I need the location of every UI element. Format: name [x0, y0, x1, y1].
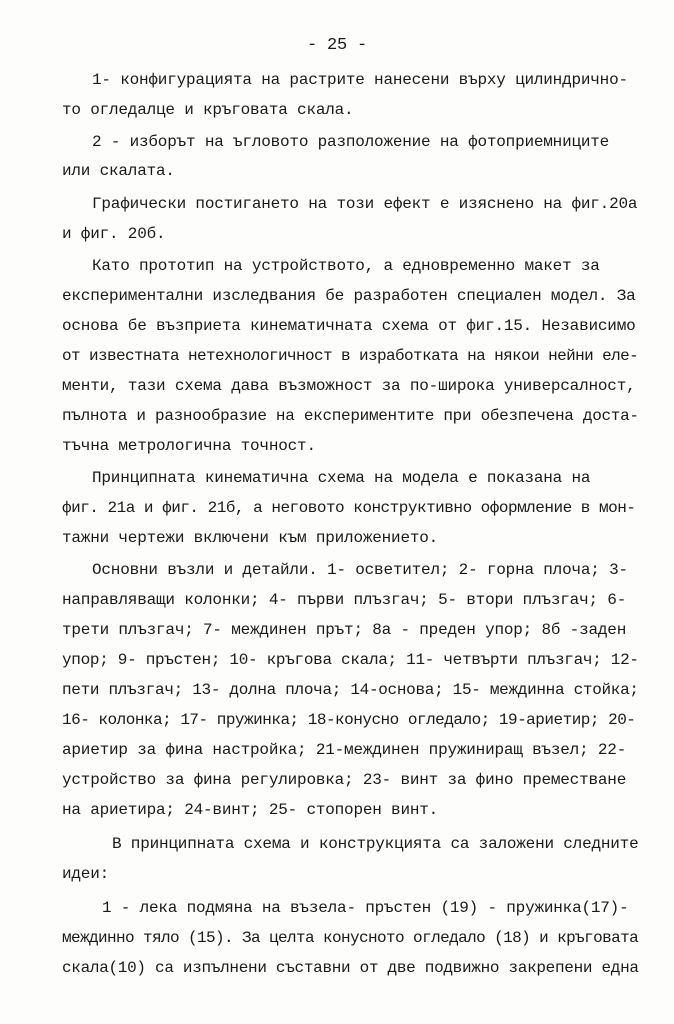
- text-line: тажни чертежи включени към приложението.: [62, 529, 439, 547]
- text-line: пълнота и разнообразие на експериментите при обезпечена доста-: [62, 407, 639, 425]
- text-line: Основни възли и детайли. 1- осветител; 2- горна плоча; 3-: [92, 561, 628, 579]
- text-line: скала(10) са изпълнени съставни от две подвижно закрепени една: [62, 959, 639, 977]
- text-line: основа бе възприета кинематичната схема от фиг.15. Независимо: [62, 317, 636, 335]
- text-line: от известната нетехнологичност в изработката на някои нейни еле-: [62, 347, 639, 365]
- text-line: на ариетира; 24-винт; 25- стопорен винт.: [62, 801, 439, 819]
- text-line: Като прототип на устройството, а едновременно макет за: [92, 257, 600, 275]
- text-line: експериментални изследвания бе разработен специален модел. За: [62, 287, 636, 305]
- text-line: или скалата.: [62, 162, 175, 180]
- text-line: 16- колонка; 17- пружинка; 18-конусно огледало; 19-ариетир; 20-: [62, 711, 636, 729]
- text-line: В принципната схема и конструкцията са заложени следните: [112, 835, 639, 853]
- text-line: устройство за фина регулировка; 23- винт за фино преместване: [62, 771, 627, 789]
- text-line: 1- конфигурацията на растрите нанесени върху цилиндрично-: [92, 71, 628, 89]
- text-line: упор; 9- пръстен; 10- кръгова скала; 11- четвърти плъзгач; 12-: [62, 651, 639, 669]
- text-line: междинно тяло (15). За целта конусното огледало (18) и кръговата: [62, 929, 639, 947]
- text-line: трети плъзгач; 7- междинен прът; 8а - преден упор; 8б -заден: [62, 621, 627, 639]
- text-line: идеи:: [62, 865, 110, 883]
- text-line: тъчна метрологична точност.: [62, 437, 316, 455]
- text-line: фиг. 21а и фиг. 21б, а неговото конструктивно оформление в мон-: [62, 499, 636, 517]
- text-line: менти, тази схема дава възможност за по-широка универсалност,: [62, 377, 636, 395]
- text-line: 1 - лека подмяна на възела- пръстен (19) - пружинка(17)-: [102, 899, 629, 917]
- text-line: 2 - изборът на ъгловото разположение на фотоприемниците: [92, 133, 610, 151]
- text-line: пети плъзгач; 13- долна плоча; 14-основа; 15- междинна стойка;: [62, 681, 639, 699]
- text-line: Принципната кинематична схема на модела е показана на: [92, 469, 591, 487]
- text-line: ариетир за фина настройка; 21-междинен пружиниращ възел; 22-: [62, 741, 627, 759]
- text-line: направляващи колонки; 4- първи плъзгач; 5- втори плъзгач; 6-: [62, 591, 627, 609]
- text-line: Графически постигането на този ефект е изяснено на фиг.20а: [92, 195, 638, 213]
- text-line: то огледалце и кръговата скала.: [62, 101, 354, 119]
- text-line: и фиг. 20б.: [62, 225, 166, 243]
- page-number: - 25 -: [306, 36, 367, 55]
